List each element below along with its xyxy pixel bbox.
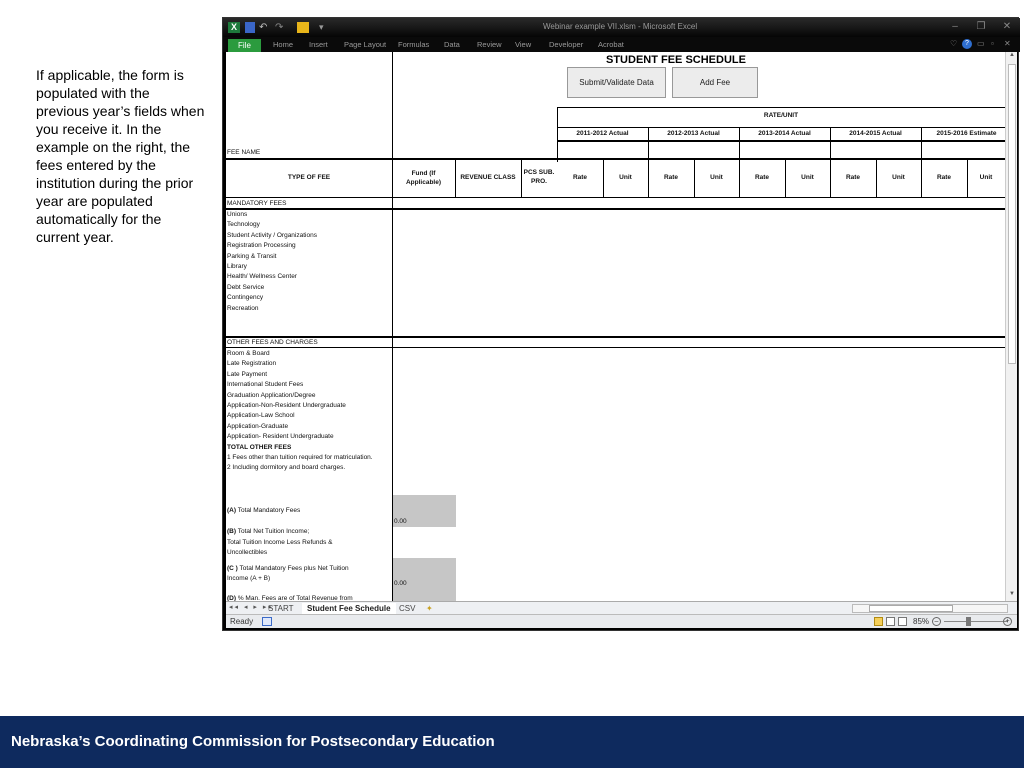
fee-item[interactable]: Application-Graduate: [227, 422, 289, 430]
net-tuition-label-3: Uncollectibles: [227, 549, 268, 556]
fee-item[interactable]: Late Payment: [227, 370, 268, 378]
year-header: 2011-2012 Actual: [576, 130, 629, 137]
sheet-tab-student-fee-schedule[interactable]: Student Fee Schedule: [302, 603, 396, 614]
insert-sheet-icon[interactable]: ✦: [426, 604, 433, 613]
year-header: 2013-2014 Actual: [758, 130, 811, 137]
fee-item[interactable]: Unions: [227, 211, 248, 218]
rate-header: Rate: [663, 174, 679, 181]
year-header: 2015-2016 Estimate: [936, 130, 997, 137]
grid-line: [226, 208, 1005, 210]
fee-item[interactable]: Technology: [227, 221, 260, 229]
net-tuition-label: [227, 528, 309, 535]
revenue-class-header: REVENUE CLASS: [460, 174, 516, 181]
total-mandatory-label: [227, 507, 300, 514]
type-of-fee-header: TYPE OF FEE: [287, 174, 331, 181]
sheet-tab-csv[interactable]: CSV: [399, 604, 416, 613]
zoom-out-icon[interactable]: –: [932, 617, 941, 626]
add-fee-button[interactable]: Add Fee: [672, 67, 758, 98]
redo-icon[interactable]: ↷: [275, 22, 284, 33]
tab-formulas[interactable]: Formulas: [398, 40, 430, 49]
ribbon-tabs: [223, 37, 1020, 52]
grid-line: [226, 197, 1005, 198]
zoom-level: 85%: [913, 617, 930, 626]
undo-icon[interactable]: ↶: [259, 22, 268, 33]
window-title: Webinar example VII.xlsm - Microsoft Excel: [543, 22, 698, 31]
footnote: 2 Including dormitory and board charges.: [227, 464, 346, 472]
ribbon-minimize-icon[interactable]: ♡: [950, 39, 958, 48]
restore-icon[interactable]: ❐: [976, 21, 986, 32]
fee-item[interactable]: Late Registration: [227, 360, 277, 368]
tab-view[interactable]: View: [515, 40, 532, 49]
fee-item[interactable]: Health/ Wellness Center: [227, 273, 297, 281]
customize-toolbar-icon[interactable]: ▾: [319, 22, 324, 32]
sheet-tabs-bar: [226, 601, 1017, 614]
status-bar: [226, 614, 1017, 628]
help-icon[interactable]: ?: [962, 39, 972, 49]
unit-header: Unit: [710, 174, 723, 181]
grid-line: [557, 107, 1005, 108]
save-icon[interactable]: [245, 22, 255, 33]
footer-text: Nebraska’s Coordinating Commission for Postsecondary Education: [11, 733, 495, 750]
description-text: If applicable, the form is populated with the previous year’s fields when you receive it. In the example on the right, the fees entered by the institution during the prior year are populated automatically for the current year.: [36, 67, 205, 245]
tab-developer[interactable]: Developer: [549, 40, 584, 49]
footer-bar: [0, 716, 1024, 768]
fee-item[interactable]: Room & Board: [227, 350, 270, 357]
rate-header: Rate: [845, 174, 861, 181]
grid-line: [921, 127, 922, 198]
year-header: 2014-2015 Actual: [849, 130, 902, 137]
unit-header: Unit: [801, 174, 814, 181]
fee-item[interactable]: Application-Non-Resident Undergraduate: [227, 401, 346, 409]
status-ready: Ready: [230, 617, 254, 626]
fee-item[interactable]: Application- Resident Undergraduate: [227, 433, 334, 441]
fee-item[interactable]: Student Activity / Organizations: [227, 231, 317, 239]
mandatory-fees-header: MANDATORY FEES: [227, 200, 287, 207]
footnote: 1 Fees other than tuition required for matriculation.: [227, 453, 373, 461]
summary-text: % Man. Fees are of Total Revenue from: [236, 595, 353, 601]
year-header: 2012-2013 Actual: [667, 130, 720, 137]
scroll-down-icon[interactable]: ▼: [1009, 591, 1015, 597]
total-with-tuition-label: [227, 565, 349, 572]
fee-item[interactable]: Graduation Application/Degree: [227, 391, 316, 399]
workbook-close-icon[interactable]: ✕: [1004, 39, 1011, 48]
fund-header: Fund (If: [411, 170, 436, 177]
tab-insert[interactable]: Insert: [309, 40, 328, 49]
excel-logo-icon[interactable]: X: [228, 22, 240, 33]
grid-line: [557, 127, 1005, 128]
tab-page-layout[interactable]: Page Layout: [344, 40, 387, 49]
download-icon[interactable]: [297, 22, 309, 33]
total-other-fees: TOTAL OTHER FEES: [227, 443, 292, 451]
fee-name-label: FEE NAME: [227, 149, 261, 156]
sheet-tab-start[interactable]: START: [268, 604, 294, 613]
rate-header: Rate: [572, 174, 588, 181]
grid-line: [226, 158, 1005, 160]
horizontal-scrollbar[interactable]: [852, 604, 1008, 613]
fee-item[interactable]: Application-Law School: [227, 412, 295, 420]
zoom-slider[interactable]: [944, 621, 1008, 622]
title-bar: [223, 18, 1020, 37]
workbook-minimize-icon[interactable]: ▭: [977, 39, 985, 48]
net-tuition-label-2: Total Tuition Income Less Refunds &: [227, 539, 333, 546]
grid-line: [648, 127, 649, 198]
sheet-title: STUDENT FEE SCHEDULE: [606, 54, 746, 66]
total-mandatory-value: 0.00: [394, 518, 407, 525]
pcs-header: PRO.: [531, 178, 547, 185]
tab-data[interactable]: Data: [444, 40, 460, 49]
unit-header: Unit: [892, 174, 905, 181]
rate-unit-header: RATE/UNIT: [763, 112, 799, 119]
summary-letter: (A): [227, 507, 237, 514]
tab-review[interactable]: Review: [477, 40, 502, 49]
summary-text: Total Mandatory Fees: [236, 507, 301, 514]
grid-line: [557, 140, 1005, 142]
other-fee-list: [227, 349, 373, 474]
worksheet[interactable]: [226, 52, 1005, 601]
vertical-scrollbar[interactable]: [1005, 52, 1017, 601]
minimize-icon[interactable]: –: [952, 21, 958, 32]
fee-item[interactable]: Library: [227, 262, 247, 270]
scroll-thumb[interactable]: [1008, 64, 1016, 364]
grid-line: [830, 127, 831, 198]
total-with-tuition-label-2: Income (A + B): [227, 575, 271, 582]
file-tab[interactable]: File: [228, 39, 261, 52]
zoom-slider-knob[interactable]: [966, 617, 971, 626]
pcs-header: PCS SUB.: [523, 169, 555, 176]
tab-home[interactable]: Home: [273, 40, 294, 49]
macro-record-icon[interactable]: [262, 617, 272, 626]
fund-header: Applicable): [405, 179, 442, 186]
rate-header: Rate: [754, 174, 770, 181]
scroll-up-icon[interactable]: ▲: [1009, 52, 1015, 58]
unit-header: Unit: [979, 174, 993, 181]
tab-navigation-icon[interactable]: ◂◂ ◂ ▸ ▸▸: [229, 604, 274, 611]
scroll-thumb[interactable]: [869, 605, 953, 612]
excel-window: [222, 17, 1019, 631]
fee-item[interactable]: Debt Service: [227, 283, 265, 291]
zoom-in-icon[interactable]: +: [1003, 617, 1012, 626]
rate-header: Rate: [936, 174, 952, 181]
close-icon[interactable]: ✕: [1002, 21, 1012, 32]
unit-header: Unit: [619, 174, 632, 181]
other-fees-header: OTHER FEES AND CHARGES: [227, 339, 318, 346]
page-layout-view-icon[interactable]: [886, 617, 895, 626]
fee-item[interactable]: Registration Processing: [227, 242, 296, 250]
summary-text: Total Net Tuition Income;: [236, 528, 310, 535]
grid-line: [739, 127, 740, 198]
grid-line: [226, 347, 1005, 348]
total-with-tuition-value: 0.00: [394, 580, 407, 587]
grid-line: [226, 336, 1005, 338]
fee-item[interactable]: International Student Fees: [227, 381, 304, 389]
submit-validate-button[interactable]: Submit/Validate Data: [567, 67, 666, 98]
fee-item[interactable]: Recreation: [227, 304, 259, 312]
summary-letter: (C ): [227, 565, 238, 572]
normal-view-icon[interactable]: [874, 617, 883, 626]
page-break-view-icon[interactable]: [898, 617, 907, 626]
mandatory-fee-list: [227, 210, 317, 314]
summary-text: Total Mandatory Fees plus Net Tuition: [237, 565, 349, 572]
summary-letter: (B): [227, 528, 237, 535]
summary-letter: (D): [227, 595, 237, 601]
workbook-restore-icon[interactable]: ▫: [991, 39, 994, 48]
tab-acrobat[interactable]: Acrobat: [598, 40, 624, 49]
fee-item[interactable]: Contingency: [227, 294, 264, 302]
fee-item[interactable]: Parking & Transit: [227, 252, 277, 260]
